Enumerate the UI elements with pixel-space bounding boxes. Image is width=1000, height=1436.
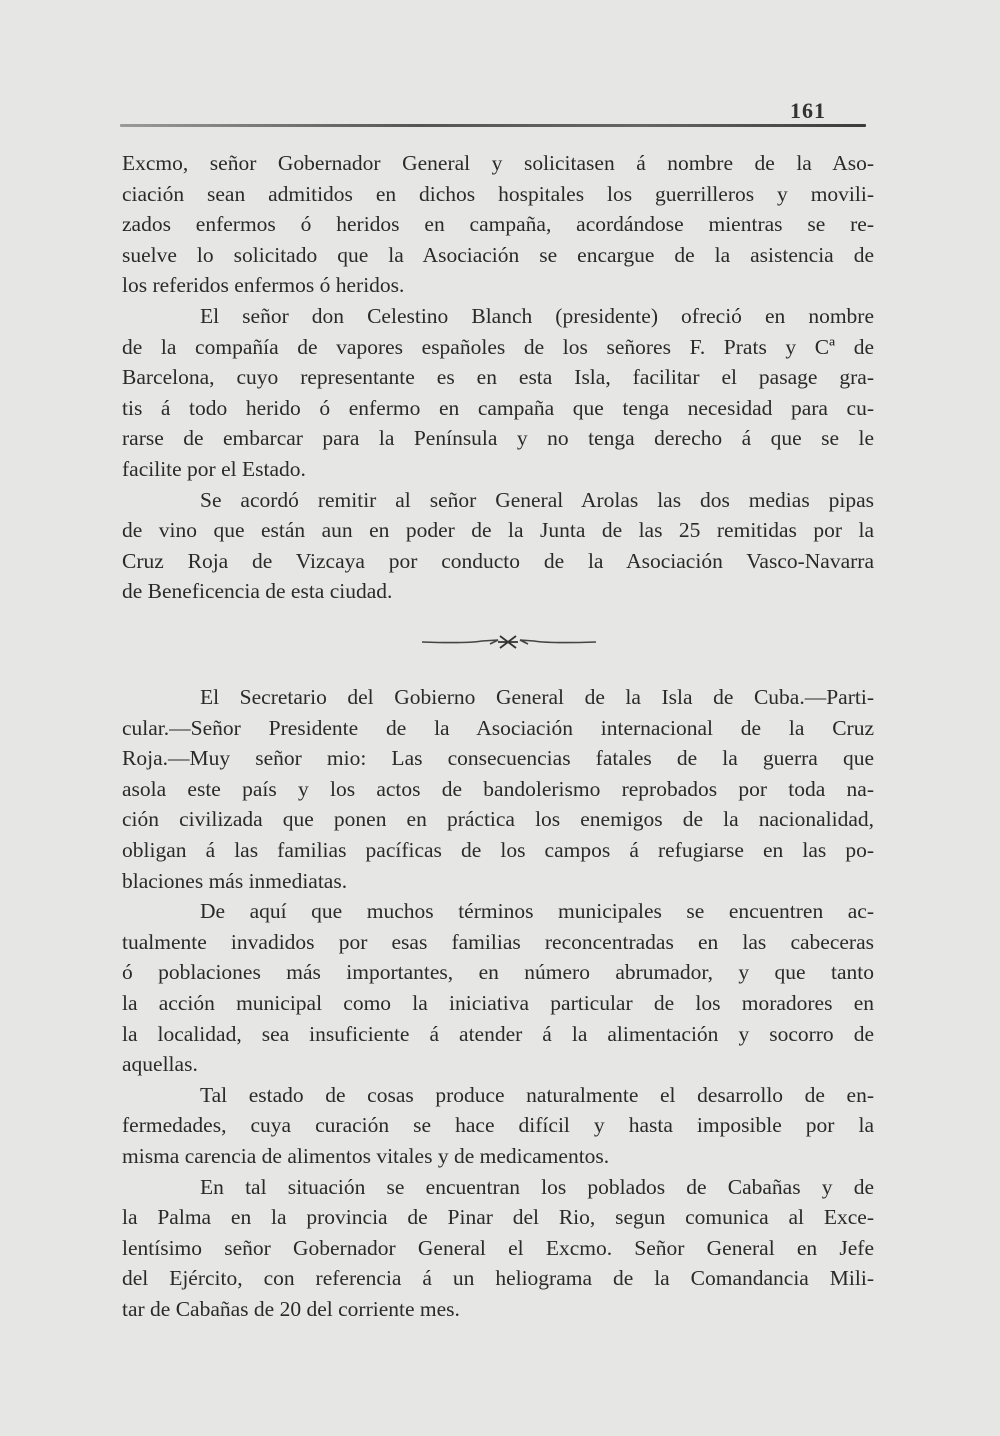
- text-line: misma carencia de alimentos vitales y de medicamentos.: [122, 1143, 610, 1168]
- text-line: la acción municipal como la iniciativa particular de los moradores en: [122, 990, 874, 1015]
- minutes-section: [122, 148, 874, 607]
- text-line: De aquí que muchos términos municipales se encuentren ac-: [200, 899, 874, 924]
- text-line: la Palma en la provincia de Pinar del Rio, segun comunica al Exce-: [122, 1205, 874, 1230]
- text-line: lentísimo señor Gobernador General el Excmo. Señor General en Jefe: [122, 1235, 874, 1260]
- text-line: la localidad, sea insuficiente á atender á la alimentación y socorro de: [122, 1021, 874, 1046]
- text-line: del Ejército, con referencia á un heliograma de la Comandancia Mili-: [122, 1266, 874, 1291]
- text-line: los referidos enfermos ó heridos.: [122, 273, 405, 298]
- text-line: fermedades, cuya curación se hace difícil y hasta imposible por la: [122, 1113, 874, 1138]
- text-line: ciación sean admitidos en dichos hospitales los guerrilleros y movili-: [122, 181, 874, 206]
- text-line: obligan á las familias pacíficas de los campos á refugiarse en las po-: [122, 837, 874, 862]
- text-line: Roja.—Muy señor mio: Las consecuencias fatales de la guerra que: [122, 746, 874, 771]
- text-line: ó poblaciones más importantes, en número abrumador, y que tanto: [122, 960, 874, 985]
- header-rule: [120, 124, 866, 127]
- text-line: En tal situación se encuentran los poblados de Cabañas y de: [200, 1174, 874, 1199]
- text-line: cular.—Señor Presidente de la Asociación internacional de la Cruz: [122, 715, 874, 740]
- text-line: facilite por el Estado.: [122, 456, 306, 481]
- text-line: zados enfermos ó heridos en campaña, acordándose mientras se re-: [122, 212, 874, 237]
- text-line: tualmente invadidos por esas familias reconcentradas en las cabeceras: [122, 929, 874, 954]
- ornamental-divider-icon: [420, 630, 596, 652]
- text-line: aquellas.: [122, 1052, 198, 1077]
- text-line: Tal estado de cosas produce naturalmente el desarrollo de en-: [200, 1082, 874, 1107]
- text-line: suelve lo solicitado que la Asociación se encargue de la asistencia de: [122, 242, 874, 267]
- text-line: Excmo, señor Gobernador General y solicitasen á nombre de la Aso-: [122, 151, 874, 175]
- text-line: Cruz Roja de Vizcaya por conducto de la Asociación Vasco-Navarra: [122, 548, 874, 573]
- page-number: 161: [790, 98, 826, 123]
- text-line: El señor don Celestino Blanch (presidente) ofreció en nombre: [200, 303, 874, 328]
- text-line: de la compañía de vapores españoles de los señores F. Prats y Cª de: [122, 334, 874, 359]
- text-line: tis á todo herido ó enfermo en campaña que tenga necesidad para cu-: [122, 395, 874, 420]
- text-line: ción civilizada que ponen en práctica los enemigos de la nacionalidad,: [122, 807, 874, 832]
- letter-section: [122, 682, 874, 1324]
- text-line: tar de Cabañas de 20 del corriente mes.: [122, 1296, 460, 1321]
- text-line: de Beneficencia de esta ciudad.: [122, 579, 393, 604]
- text-line: asola este país y los actos de bandolerismo reprobados por toda na-: [122, 776, 874, 801]
- text-line: Se acordó remitir al señor General Arolas las dos medias pipas: [200, 487, 874, 512]
- text-line: El Secretario del Gobierno General de la Isla de Cuba.—Parti-: [200, 685, 874, 709]
- text-line: blaciones más inmediatas.: [122, 868, 348, 893]
- text-line: de vino que están aun en poder de la Junta de las 25 remitidas por la: [122, 518, 874, 543]
- text-line: Barcelona, cuyo representante es en esta Isla, facilitar el pasage gra-: [122, 365, 874, 390]
- text-line: rarse de embarcar para la Península y no tenga derecho á que se le: [122, 426, 874, 451]
